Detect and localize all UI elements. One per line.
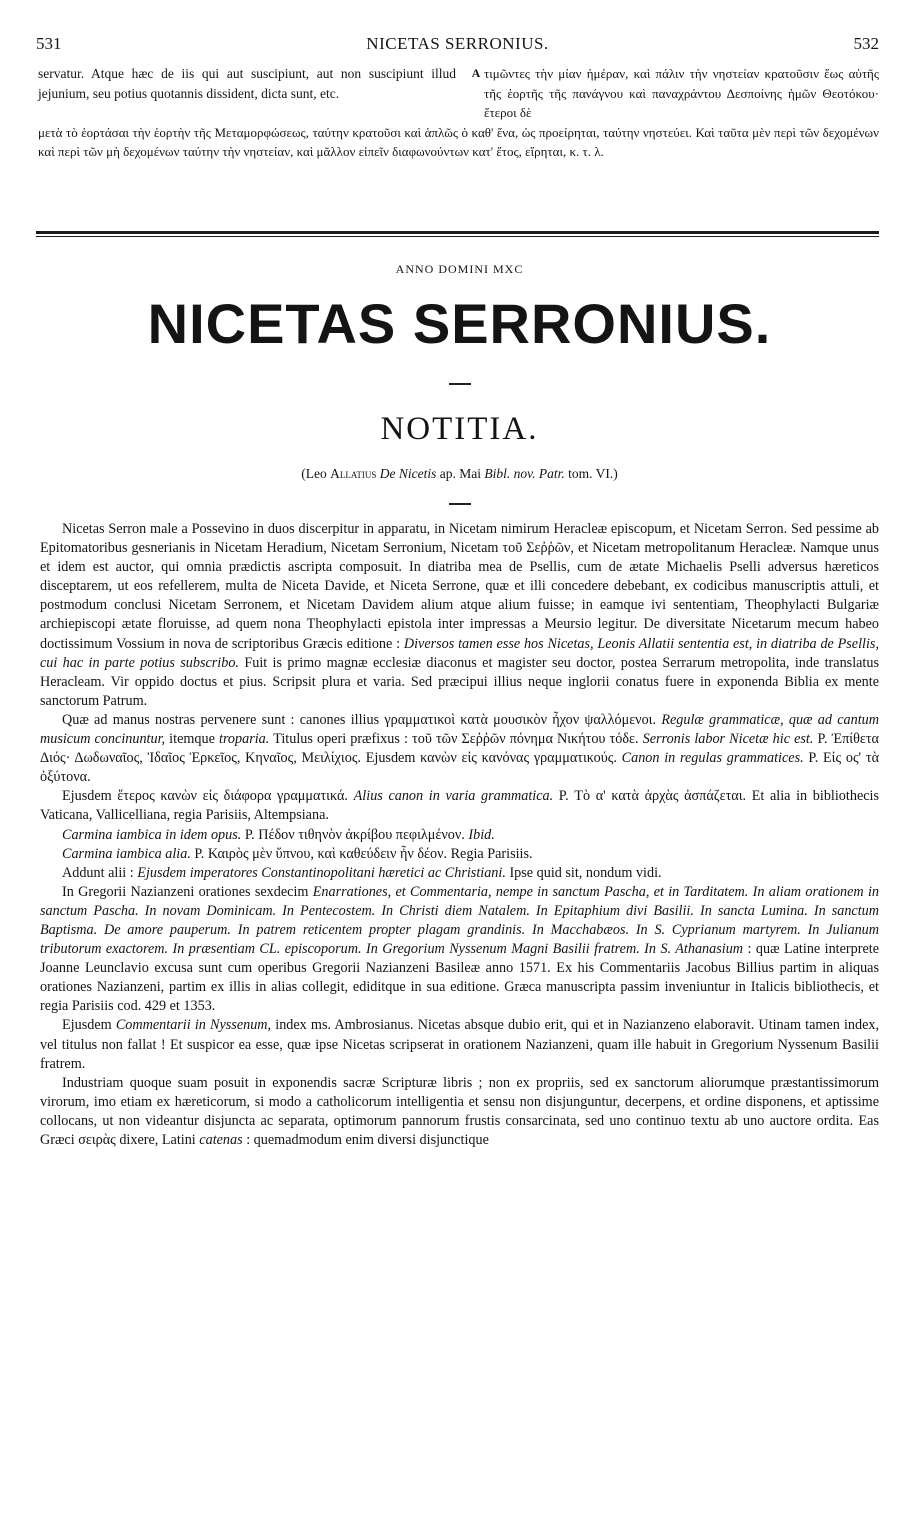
- paragraph: Carmina iambica alia. P. Καιρὸς μὲν ὕπνου, καὶ καθεύδειν ἦν δέον. Regia Parisiis.: [62, 845, 533, 862]
- section-subtitle: NOTITIA.: [380, 411, 539, 447]
- paragraph: Ejusdem Commentarii in Nyssenum, index ms. Ambrosianus. Nicetas absque dubio erit, qui et in Nazianzeno elaboravit. Utinam tamen index, vel titulus non fallat ! Et suspicor ea esse, quæ ipse Nicetas scripserat in orationem Nazianzeni, quam ille habuit in Gregorium Nyssenum Basilii fratrem.: [40, 1017, 880, 1072]
- divider-dash: [449, 503, 471, 505]
- section-rule-thin: [36, 236, 879, 237]
- anno-domini-line: ANNO DOMINI MXC: [395, 262, 524, 276]
- section-rule-thick: [36, 231, 879, 234]
- paragraph: Ejusdem ἕτερος κανὼν εἰς διάφορα γραμματικά. Alius canon in varia grammatica. P. Τὸ α' κατὰ ἀρχὰς ἀσπάζεται. Et alia in bibliothecis Vaticana, Vallicelliana, regia Parisiis, Altempsiana.: [40, 788, 879, 824]
- page-number-left: 531: [36, 34, 62, 53]
- source-citation: (Leo Allatius De Nicetis ap. Mai Bibl. nov. Patr. tom. VI.): [301, 466, 618, 481]
- paragraph: Carmina iambica in idem opus. P. Πέδον τιθηνὸν ἀκρίβου πεφιλμένον. Ibid.: [62, 826, 495, 843]
- continuation-block: [38, 64, 879, 162]
- paragraph: Nicetas Serron male a Possevino in duos discerpitur in apparatu, in Nicetam nimirum Heracleæ episcopum, et Nicetam Serron. Sed pessime ab Epitomatoribus gesnerianis in Nicetam Heradium, Nicetam Serronium, Nicetam τοῦ Σεῤῥῶν, et Nicetam metropolitanum Heracleæ. Namque unus et idem est auctor, qui omnia prædictis ascripta composuit. In diatriba mea de Psellis, cum de ætate Michaelis Pselli adversus hæreticos disceptarem, ut eos refellerem, multa de Niceta Davide, et Niceta Serrone, quæ et illi concedere debebant, ex codicibus manuscriptis attuli, et postmodum conclusi Nicetam Serronem, et Nicetam Davidem alium atque alium fuisse; in eamque ivi sententiam, Theophylacti Bulgariæ archiepiscopi ætate floruisse, ad quem nona Theophylacti epistola inter impressas a Meursio legitur. De diversitate Nicetarum mecum habeo doctissimum Vossium in nova de scriptoribus Græcis editione : Diversos tamen esse hos Nicetas, Leonis Allatii sententia est, in diatriba de Psellis, cui hac in parte potius subscribo. Fuit is primo magnæ ecclesiæ diaconus et magister seu doctor, postea Serrarum metropolita, inde translatus Heracleam. Vir oppido doctus et pius. Scripsit plura et varia. Sed præcipui illius neque inglorii conatus fuere in exponenda Biblia ex mente sanctorum Patrum.: [40, 521, 879, 709]
- notitia-body: [40, 520, 879, 1150]
- paragraph: Industriam quoque suam posuit in exponendis sacræ Scripturæ libris ; non ex propriis, sed ex sanctorum aliorumque præstantissimorum virorum, imo etiam ex hæreticorum, si modo a catholicorum intelligentia et sensu non disjunguntur, decerpens, et ordine disponens, et aptissime collocans, ut non videantur disjuncta ac separata, optimorum pannorum frustis consarcinata, sed uno continuo textu ab uno auctore ordita. Eas Græci σειρὰς dixere, Latini catenas : quemadmodum enim diversi disjunctique: [40, 1074, 879, 1148]
- continuation-greek-full: μετὰ τὸ ἑορτάσαι τὴν ἑορτὴν τῆς Μεταμορφώσεως, ταύτην κρατοῦσι καὶ ἁπλῶς ὁ καθ' ἕνα, ὡς προείρηται, ταύτην νηστεύει. Καὶ ταῦτα μὲν περὶ τῶν δεχομένων καὶ περὶ τῶν μὴ δεχομένων ταύτην τὴν νηστείαν, καὶ μᾶλλον εἰπεῖν διαφωνούντων κατ' ἔτος, εἴρηται, κ. τ. λ.: [38, 124, 879, 159]
- running-head: [36, 34, 879, 58]
- divider-dash: [449, 383, 471, 385]
- column-marker: A: [471, 66, 481, 80]
- continuation-latin: servatur. Atque hæc de iis qui aut suscipiunt, aut non suscipiunt illud jejunium, seu potius quotannis dissident, dicta sunt, etc.: [38, 66, 456, 101]
- continuation-greek: τιμῶντες τὴν μίαν ἡμέραν, καὶ πάλιν τὴν νηστείαν κρατοῦσιν ἕως αὐτῆς τῆς ἑορτῆς τῆς πανάγνου καὶ παναχράντου Δεσποίνης ἡμῶν Θεοτόκου· ἕτεροι δὲ: [484, 66, 879, 120]
- paragraph: Addunt alii : Ejusdem imperatores Constantinopolitani hæretici ac Christiani. Ipse quid sit, nondum vidi.: [62, 864, 662, 881]
- running-title: NICETAS SERRONIUS.: [366, 34, 549, 53]
- paragraph: Quæ ad manus nostras pervenere sunt : canones illius γραμματικοὶ κατὰ μουσικὸν ἦχον ψαλλόμενοι. Regulæ grammaticæ, quæ ad cantum musicum concinuntur, itemque troparia. Titulus operi præfixus : τοῦ τῶν Σεῤῥῶν πόνημα Νικήτου τόδε. Serronis labor Nicetæ hic est. P. Ἐπίθετα Διός· Δωδωναῖος, Ἰδαῖος Ἑρκεῖος, Κηναῖος, Μειλίχιος. Ejusdem κανὼν εἰς κανόνας γραμματικούς. Canon in regulas grammatices. P. Εἰς ος' τὰ ὀξύτονα.: [40, 711, 879, 786]
- page-number-right: 532: [853, 34, 879, 53]
- paragraph: In Gregorii Nazianzeni orationes sexdecim Enarrationes, et Commentaria, nempe in sanctum Pascha, et in Tarditatem. In aliam orationem in sanctum Pascha. In novam Dominicam. In Pentecostem. In Christi diem Natalem. In Epitaphium divi Basilii. In sancta Lumina. In sanctum Baptisma. De amore pauperum. In patrem reticentem propter plagam grandinis. In Macchabæos. In S. Cyprianum martyrem. In Julianum tributorum exactorem. In præsentiam CL. episcoporum. In Gregorium Nyssenum Magni Basilii fratrem. In S. Athanasium : quæ Latine interprete Joanne Leunclavio excusa sunt cum operibus Gregorii Nazianzeni Basileæ anno 1571. Ex his Commentariis Jacobus Billius partim in aliquas orationes Nazianzeni, partim ex illis in alias collegit, ediditque in sua editione. Græca manuscripta passim inveniuntur in Italicis bibliothecis, et regia Parisiis cod. 429 et 1353.: [40, 883, 880, 1015]
- page-title: NICETAS SERRONIUS.: [147, 292, 772, 355]
